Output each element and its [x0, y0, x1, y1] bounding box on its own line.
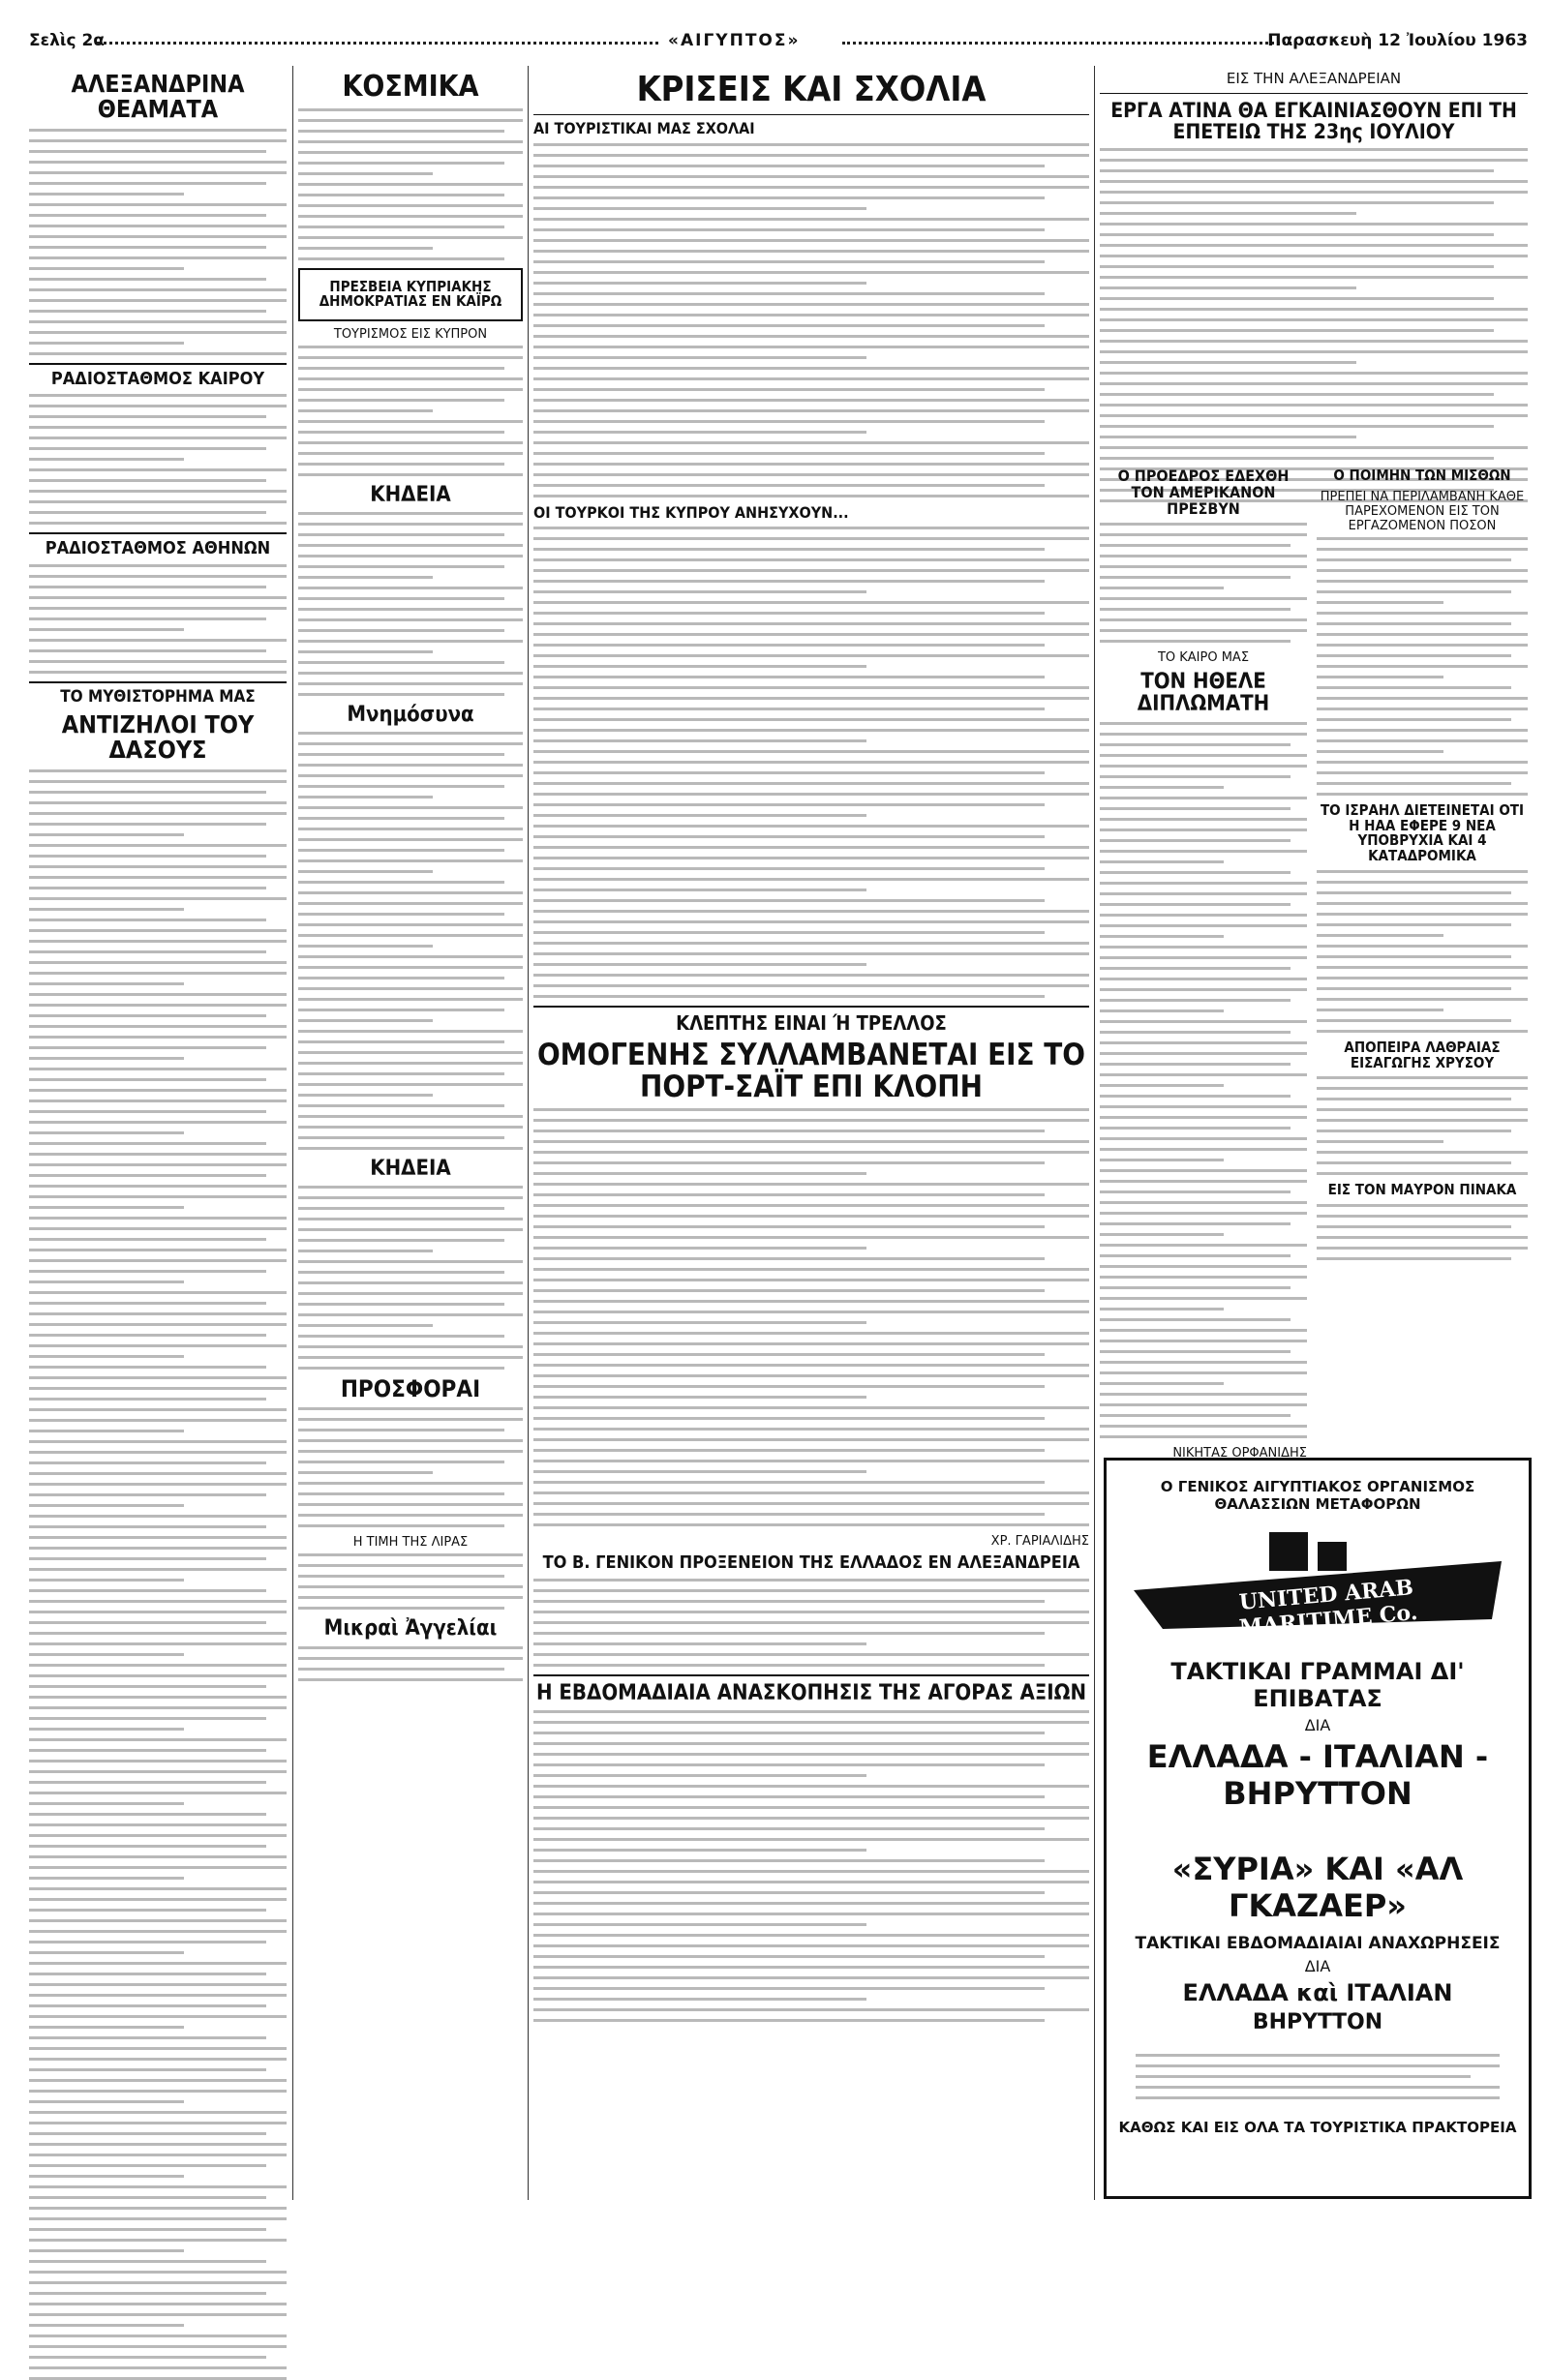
ship-illustration — [1124, 1522, 1511, 1648]
wages-headline: Ο ΠΟΙΜΗΝ ΤΩΝ ΜΙΣΘΩΝ — [1333, 467, 1511, 484]
tourism-schools-text — [533, 143, 1089, 497]
divider — [533, 114, 1089, 115]
radio-cairo-heading: ΡΑΔΙΟΣΤΑΘΜΟΣ ΚΑΙΡΟΥ — [50, 368, 265, 389]
section-label: ΕΙΣ ΤΗΝ ΑΛΕΞΑΝΔΡΕΙΑΝ — [1226, 70, 1402, 87]
column-social — [298, 66, 523, 2200]
ad-dia-2: ΔΙΑ — [1304, 1957, 1331, 1975]
shows-listing — [29, 129, 287, 355]
embassy-heading: ΠΡΕΣΒΕΙΑ ΚΥΠΡΙΑΚΗΣ ΔΗΜΟΚΡΑΤΙΑΣ ΕΝ ΚΑΪΡΩ — [319, 277, 502, 311]
consulate-heading: ΤΟ Β. ΓΕΝΙΚΟΝ ΠΡΟΞΕΝΕΙΟΝ ΤΗΣ ΕΛΛΑΔΟΣ ΕΝ ΑΛΕΞΑΝΔΡΕΙΑ — [542, 1552, 1080, 1574]
tourism-text — [298, 346, 523, 476]
wages-subheadline: ΠΡΕΠΕΙ ΝΑ ΠΕΡΙΛΑΜΒΑΝΗ ΚΑΘΕ ΠΑΡΕΧΟΜΕΝΟΝ ΕΙΣ ΤΟΝ ΕΡΓΑΖΟΜΕΝΟΝ ΠΟΣΟΝ — [1320, 489, 1525, 533]
divider — [1100, 93, 1528, 94]
gold-text — [1317, 1076, 1528, 1175]
israel-headline: ΤΟ ΙΣΡΑΗΛ ΔΙΕΤΕΙΝΕΤΑΙ ΟΤΙ Η ΗΑΑ ΕΦΕΡΕ 9 ΝΕΑ ΥΠΟΒΡΥΧΙΑ ΚΑΙ 4 ΚΑΤΑΔΡΟΜΙΚΑ — [1320, 800, 1525, 864]
serial-text — [29, 769, 287, 2380]
president-headline: Ο ΠΡΟΕΔΡΟΣ ΕΔΕΧΘΗ ΤΟΝ ΑΜΕΡΙΚΑΝΟΝ ΠΡΕΣΒΥΝ — [1117, 467, 1290, 518]
masthead — [29, 27, 1528, 58]
weather-text — [1100, 722, 1307, 1438]
comments-heading: ΚΡΙΣΕΙΣ ΚΑΙ ΣΧΟΛΙΑ — [636, 70, 987, 109]
column-comments — [533, 66, 1089, 2200]
market-heading: Η ΕΒΔΟΜΑΔΙΑΙΑ ΑΝΑΣΚΟΠΗΣΙΣ ΤΗΣ ΑΓΟΡΑΣ ΑΞΙΩΝ — [535, 1681, 1087, 1706]
memorial-text — [298, 732, 523, 1150]
funeral-heading: ΚΗΔΕΙΑ — [370, 483, 451, 507]
radio-athens-heading: ΡΑΔΙΟΣΤΑΘΜΟΣ ΑΘΗΝΩΝ — [45, 538, 271, 559]
cyprus-subheading: ΟΙ ΤΟΥΡΚΟΙ ΤΗΣ ΚΥΠΡΟΥ ΑΝΗΣΥΧΟΥΝ... — [533, 502, 849, 522]
divider — [29, 363, 287, 365]
issue-date: Παρασκευὴ 12 Ἰουλίου 1963 — [1267, 31, 1528, 50]
weather-headline: ΤΟΝ ΗΘΕΛΕ ΔΙΠΛΩΜΑΤΗ — [1137, 670, 1270, 717]
social-heading: ΚΟΣΜΙΚΑ — [342, 70, 479, 104]
funeral-text — [298, 512, 523, 696]
divider — [29, 532, 287, 534]
page-number: Σελὶς 2α — [29, 31, 105, 50]
lira-heading: Η ΤΙΜΗ ΤΗΣ ΛΙΡΑΣ — [352, 1535, 469, 1551]
lira-table — [298, 1553, 523, 1610]
column-divider — [528, 66, 529, 2200]
theft-text — [533, 1108, 1089, 1526]
divider — [533, 1006, 1089, 1008]
column-alexandria — [1100, 66, 1528, 1461]
subcolumn-left — [1100, 463, 1307, 1464]
masthead-rule-left — [97, 42, 658, 45]
article-byline: ΧΡ. ΓΑΡΙΑΛΙΔΗΣ — [990, 1534, 1089, 1550]
weather-byline: ΝΙΚΗΤΑΣ ΟΡΦΑΝΙΔΗΣ — [1172, 1445, 1307, 1461]
offers-heading: ΠΡΟΣΦΟΡΑΙ — [340, 1375, 481, 1403]
blacklist-text — [1317, 1204, 1528, 1260]
funeral2-text — [298, 1186, 523, 1370]
ad-route: ΕΛΛΑΔΑ - ΙΤΑΛΙΑΝ - ΒΗΡΥΤΤΟΝ — [1146, 1738, 1489, 1812]
blacklist-headline: ΕΙΣ ΤΟΝ ΜΑΥΡΟΝ ΠΙΝΑΚΑ — [1327, 1181, 1517, 1199]
market-table — [533, 1710, 1089, 2022]
ad-footer: ΚΑΘΩΣ ΚΑΙ ΕΙΣ ΟΛΑ ΤΑ ΤΟΥΡΙΣΤΙΚΑ ΠΡΑΚΤΟΡΕΙΑ — [1118, 2119, 1517, 2136]
funeral2-heading: ΚΗΔΕΙΑ — [370, 1157, 451, 1182]
consulate-text — [533, 1579, 1089, 1667]
works-headline: ΕΡΓΑ ΑΤΙΝΑ ΘΑ ΕΓΚΑΙΝΙΑΣΘΟΥΝ ΕΠΙ ΤΗ ΕΠΕΤΕΙΩ ΤΗΣ 23ης ΙΟΥΛΙΟΥ — [1110, 99, 1517, 144]
subcolumn-right — [1317, 463, 1528, 1268]
ad-weekly: ΤΑΚΤΙΚΑΙ ΕΒΔΟΜΑΔΙΑΙΑΙ ΑΝΑΧΩΡΗΣΕΙΣ — [1135, 1934, 1501, 1953]
president-text — [1100, 523, 1307, 643]
theft-headline: ΟΜΟΓΕΝΗΣ ΣΥΛΛΑΜΒΑΝΕΤΑΙ ΕΙΣ ΤΟ ΠΟΡΤ-ΣΑΪΤ ΕΠΙ ΚΛΟΠΗ — [536, 1038, 1086, 1104]
newspaper-page — [29, 27, 1528, 2200]
social-text — [298, 108, 523, 260]
ad-ships: «ΣΥΡΙΑ» ΚΑΙ «ΑΛ ΓΚΑΖΑΕΡ» — [1171, 1851, 1464, 1924]
memorial-heading: Μνημόσυνα — [347, 703, 474, 728]
ad-route2: ΕΛΛΑΔΑ καὶ ΙΤΑΛΙΑΝ — [1182, 1979, 1453, 2006]
column-divider — [292, 66, 293, 2200]
works-text — [1100, 148, 1528, 502]
ad-contacts — [1136, 2054, 1500, 2099]
serial-kicker: ΤΟ ΜΥΘΙΣΤΟΡΗΜΑ ΜΑΣ — [60, 687, 256, 708]
serial-title: ΑΝΤΙΖΗΛΟΙ ΤΟΥ ΔΑΣΟΥΣ — [61, 710, 255, 765]
column-entertainment — [29, 66, 287, 2200]
shows-heading: ΑΛΕΞΑΝΔΡΙΝΑ ΘΕΑΜΑΤΑ — [71, 70, 245, 124]
shipping-advertisement — [1104, 1458, 1532, 2199]
israel-text — [1317, 870, 1528, 1033]
column-divider — [1094, 66, 1095, 2200]
ad-lines: ΤΑΚΤΙΚΑΙ ΓΡΑΜΜΑΙ ΔΙ' ΕΠΙΒΑΤΑΣ — [1170, 1658, 1465, 1712]
masthead-rule-right — [842, 42, 1297, 45]
wages-text — [1317, 537, 1528, 796]
embassy-box — [298, 268, 523, 322]
ad-company: UNITED ARAB MARITIME Co. — [1237, 1575, 1419, 1641]
divider — [29, 681, 287, 683]
divider — [533, 1674, 1089, 1676]
ad-org-line1: Ο ΓΕΝΙΚΟΣ ΑΙΓΥΠΤΙΑΚΟΣ ΟΡΓΑΝΙΣΜΟΣ — [1160, 1478, 1475, 1495]
tourism-subheading: ΤΟΥΡΙΣΜΟΣ ΕΙΣ ΚΥΠΡΟΝ — [333, 327, 488, 342]
cyprus-text — [533, 527, 1089, 998]
ad-route3: ΒΗΡΥΤΤΟΝ — [1252, 2010, 1383, 2034]
newspaper-name: «ΑΙΓΥΠΤΟΣ» — [668, 31, 801, 50]
ad-org-line2: ΘΑΛΑΣΣΙΩΝ ΜΕΤΑΦΟΡΩΝ — [1214, 1495, 1421, 1513]
classifieds-text — [298, 1646, 523, 1681]
tourism-schools-subheading: ΑΙ ΤΟΥΡΙΣΤΙΚΑΙ ΜΑΣ ΣΧΟΛΑΙ — [533, 118, 755, 137]
gold-headline: ΑΠΟΠΕΙΡΑ ΛΑΘΡΑΙΑΣ ΕΙΣΑΓΩΓΗΣ ΧΡΥΣΟΥ — [1344, 1038, 1501, 1071]
radio-athens-schedule — [29, 564, 287, 674]
weather-kicker: ΤΟ ΚΑΙΡΟ ΜΑΣ — [1157, 650, 1250, 666]
offers-text — [298, 1407, 523, 1527]
theft-kicker: ΚΛΕΠΤΗΣ ΕΙΝΑΙ Ή ΤΡΕΛΛΟΣ — [676, 1011, 947, 1036]
classifieds-heading: Μικραὶ Ἀγγελίαι — [323, 1616, 498, 1642]
ad-dia: ΔΙΑ — [1304, 1716, 1331, 1734]
radio-cairo-schedule — [29, 394, 287, 525]
